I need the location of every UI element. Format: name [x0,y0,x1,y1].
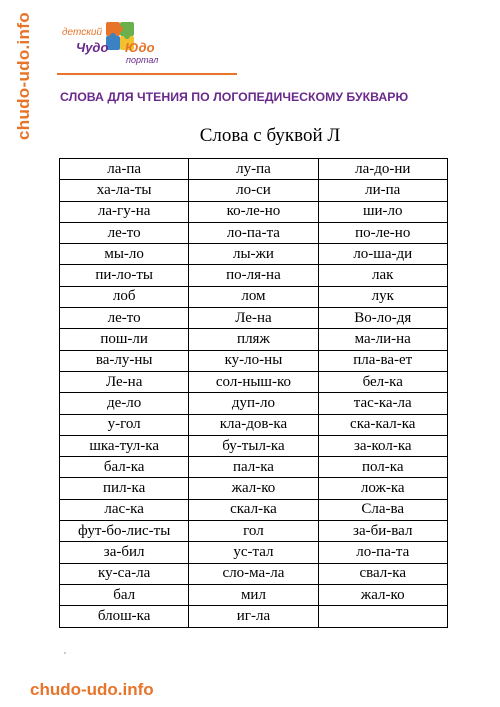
table-cell: бел-ка [318,371,447,392]
table-row [60,521,448,542]
table-cell: за-кол-ка [318,435,447,456]
table-row [60,457,448,478]
table-cell: ку-ло-ны [189,350,318,371]
table-row [60,265,448,286]
page-title: Слова с буквой Л [199,125,341,146]
table-cell: по-ле-но [318,222,447,243]
table-row [60,159,448,180]
bottom-site-url[interactable]: chudo-udo.info [30,680,154,699]
logo-line3: портал [126,55,159,65]
table-cell: ку-са-ла [60,563,189,584]
table-cell: ла-до-ни [318,159,447,180]
table-cell: у-гол [60,414,189,435]
table-row [60,606,448,627]
speck [64,652,66,654]
side-site-url: chudo-udo.info [14,12,33,140]
table-cell: ма-ли-на [318,329,447,350]
table-cell: бал-ка [60,457,189,478]
table-cell: Во-ло-дя [318,308,447,329]
table-cell: пла-ва-ет [318,350,447,371]
table-row [60,286,448,307]
table-row [60,563,448,584]
table-row [60,371,448,392]
table-row [60,414,448,435]
table-cell: ло-ша-ди [318,244,447,265]
table-cell: гол [189,521,318,542]
table-cell: сол-ныш-ко [189,371,318,392]
table-cell: ска-кал-ка [318,414,447,435]
table-cell: пи-ло-ты [60,265,189,286]
table-cell: ха-ла-ты [60,180,189,201]
table-cell: лук [318,286,447,307]
table-cell: пол-ка [318,457,447,478]
table-row [60,222,448,243]
table-row [60,393,448,414]
table-cell: Сла-ва [318,499,447,520]
table-cell: ле-то [60,308,189,329]
table-row [60,499,448,520]
table-cell: тас-ка-ла [318,393,447,414]
table-cell: лож-ка [318,478,447,499]
table-cell: ло-си [189,180,318,201]
table-cell: де-ло [60,393,189,414]
table-cell: ши-ло [318,201,447,222]
table-cell: мил [189,584,318,605]
table-cell: свал-ка [318,563,447,584]
table-cell: ла-гу-на [60,201,189,222]
header-divider [57,73,237,75]
table-cell: лом [189,286,318,307]
logo-line1: детский [62,27,103,38]
table-cell: Ле-на [60,371,189,392]
table-cell: кла-дов-ка [189,414,318,435]
table-cell: фут-бо-лис-ты [60,521,189,542]
table-cell: Ле-на [189,308,318,329]
table-cell: ли-па [318,180,447,201]
table-cell: пил-ка [60,478,189,499]
table-cell [318,606,447,627]
table-cell: лу-па [189,159,318,180]
table-cell: сло-ма-ла [189,563,318,584]
table-cell: лак [318,265,447,286]
table-row [60,329,448,350]
table-cell: лы-жи [189,244,318,265]
table-row [60,201,448,222]
table-cell: пош-ли [60,329,189,350]
table-row [60,308,448,329]
table-cell: по-ля-на [189,265,318,286]
table-row [60,542,448,563]
table-cell: ла-па [60,159,189,180]
words-table [59,158,448,628]
site-logo[interactable] [58,18,238,70]
table-cell: ус-тал [189,542,318,563]
logo-word2: Юдо [125,40,155,55]
table-cell: лоб [60,286,189,307]
table-cell: за-бил [60,542,189,563]
table-cell: дуп-ло [189,393,318,414]
table-row [60,180,448,201]
table-cell: ло-па-та [189,222,318,243]
page-heading: СЛОВА ДЛЯ ЧТЕНИЯ ПО ЛОГОПЕДИЧЕСКОМУ БУКВАРЮ [60,90,409,104]
table-cell: шка-тул-ка [60,435,189,456]
table-cell: ло-па-та [318,542,447,563]
table-row [60,435,448,456]
table-cell: за-би-вал [318,521,447,542]
table-cell: пал-ка [189,457,318,478]
table-cell: жал-ко [189,478,318,499]
table-cell: ва-лу-ны [60,350,189,371]
table-cell: ле-то [60,222,189,243]
table-cell: скал-ка [189,499,318,520]
table-row [60,244,448,265]
table-cell: лас-ка [60,499,189,520]
table-row [60,584,448,605]
table-cell: блош-ка [60,606,189,627]
table-cell: пляж [189,329,318,350]
table-cell: ко-ле-но [189,201,318,222]
table-cell: иг-ла [189,606,318,627]
table-row [60,478,448,499]
table-cell: бу-тыл-ка [189,435,318,456]
table-row [60,350,448,371]
table-cell: жал-ко [318,584,447,605]
logo-word1: Чудо [76,40,109,55]
table-cell: мы-ло [60,244,189,265]
table-cell: бал [60,584,189,605]
